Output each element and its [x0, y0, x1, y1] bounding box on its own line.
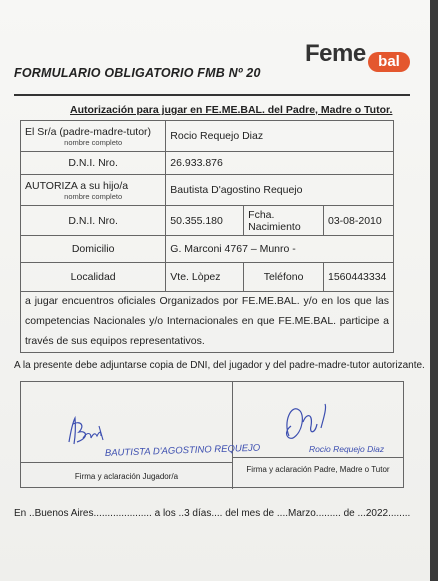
parent-signature-caption: Firma y aclaración Padre, Madre o Tutor — [246, 465, 390, 474]
child-label-cell — [21, 175, 166, 206]
parent-handwritten-name: Rocio Requejo Diaz — [309, 444, 385, 454]
player-signature-scribble — [69, 418, 103, 444]
handwritten-signatures — [21, 382, 405, 462]
child-label: AUTORIZA a su hijo/a — [25, 179, 129, 192]
city-value: Vte. Lòpez — [166, 263, 244, 292]
table-row — [21, 152, 394, 175]
table-row — [21, 206, 394, 236]
child-sublabel: nombre completo — [64, 191, 123, 201]
child-dni-value: 50.355.180 — [166, 206, 244, 236]
femebal-logo — [305, 40, 411, 70]
authorization-title: Autorización para jugar en FE.ME.BAL. del Padre, Madre o Tutor. — [70, 104, 393, 116]
attachment-note: A la presente debe adjuntarse copia de DNI, del jugador y del padre-madre-tutor autorizante. — [14, 360, 425, 371]
table-row — [21, 121, 394, 152]
authorization-table — [20, 120, 394, 292]
city-label: Localidad — [21, 263, 166, 292]
phone-value: 1560443334 — [324, 263, 394, 292]
player-signature-caption: Firma y aclaración Jugador/a — [74, 472, 179, 481]
parent-dni-value: 26.933.876 — [166, 152, 394, 175]
logo-text: Feme — [305, 40, 366, 67]
table-row — [21, 236, 394, 263]
table-row — [21, 175, 394, 206]
page-edge-shadow — [430, 0, 438, 581]
form-title: FORMULARIO OBLIGATORIO FMB Nº 20 — [14, 66, 261, 80]
signature-box — [20, 381, 404, 488]
player-signature-line — [21, 462, 232, 463]
phone-label: Teléfono — [244, 263, 324, 292]
table-row — [21, 263, 394, 292]
parent-signature-scribble — [287, 404, 326, 438]
parent-dni-label: D.N.I. Nro. — [21, 152, 166, 175]
address-label: Domicilio — [21, 236, 166, 263]
child-name-value: Bautista D'agostino Requejo — [166, 175, 394, 206]
logo-pill: bal — [368, 52, 410, 72]
authorization-paragraph: a jugar encuentros oficiales Organizados por FE.ME.BAL. y/o en los que las competencias Nacionales y/o Internacionales en que FE.ME.BAL. participe a través de sus equipos representativos. — [20, 291, 394, 353]
birth-value: 03-08-2010 — [324, 206, 394, 236]
player-handwritten-name: BAUTISTA D'AGOSTINO REQUEJO — [104, 442, 261, 459]
parent-name-value: Rocio Requejo Diaz — [166, 121, 394, 152]
parent-label-cell — [21, 121, 166, 152]
birth-label: Fcha. Nacimiento — [244, 206, 324, 236]
place-date-line: En ..Buenos Aires..................... a los ..3 días.... del mes de ....Marzo......... de ...2022........ — [14, 508, 411, 519]
parent-sublabel: nombre completo — [64, 137, 123, 147]
parent-label: El Sr/a (padre-madre-tutor) — [25, 125, 152, 138]
child-dni-label: D.N.I. Nro. — [21, 206, 166, 236]
header-divider — [14, 94, 410, 96]
address-value: G. Marconi 4767 – Munro - — [166, 236, 394, 263]
